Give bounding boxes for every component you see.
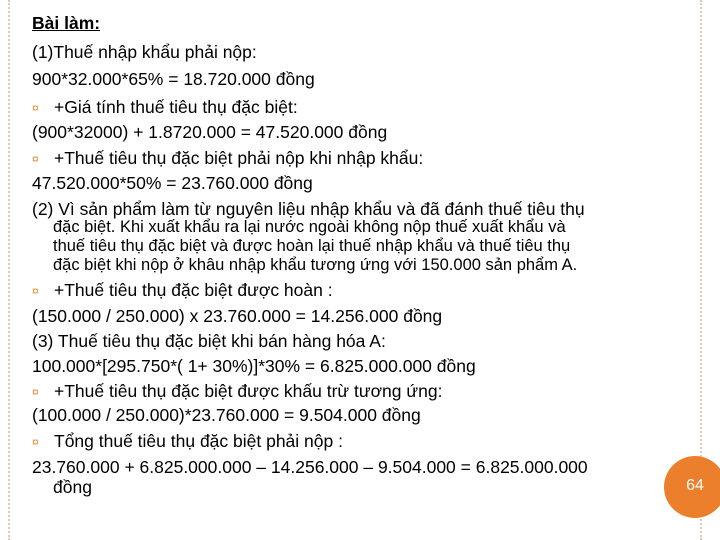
bullet-icon: ¤: [32, 284, 39, 298]
text-line: Tổng thuế tiêu thụ đặc biệt phải nộp :: [54, 431, 343, 451]
text-line: (3) Thuế tiêu thụ đặc biệt khi bán hàng hóa A:: [32, 331, 386, 351]
text-line: 100.000*[295.750*( 1+ 30%)]*30% = 6.825.000.000 đồng: [32, 356, 476, 376]
text-line: +Thuế tiêu thụ đặc biệt được khấu trừ tương ứng:: [54, 381, 443, 401]
left-dotted-border: [8, 0, 10, 540]
text-line: +Thuế tiêu thụ đặc biệt phải nộp khi nhập khẩu:: [54, 148, 424, 168]
bullet-icon: ¤: [32, 385, 39, 399]
text-line: 23.760.000 + 6.825.000.000 – 14.256.000 – 9.504.000 = 6.825.000.000: [32, 457, 588, 477]
text-line: (100.000 / 250.000)*23.760.000 = 9.504.000 đồng: [32, 405, 421, 425]
text-line: (2) Vì sản phẩm làm từ nguyên liệu nhập khẩu và đã đánh thuế tiêu thụ: [32, 199, 585, 219]
text-line: đồng: [53, 477, 92, 497]
text-line: (900*32000) + 1.8720.000 = 47.520.000 đồng: [32, 122, 388, 142]
slide-title: Bài làm:: [32, 13, 101, 33]
bullet-icon: ¤: [32, 152, 39, 166]
text-line: đặc biệt khi nộp ở khâu nhập khẩu tương ứng với 150.000 sản phẩm A.: [53, 256, 578, 274]
text-line: +Thuế tiêu thụ đặc biệt được hoàn :: [54, 280, 333, 300]
bullet-icon: ¤: [32, 101, 39, 115]
bullet-icon: ¤: [32, 435, 39, 449]
text-line: (150.000 / 250.000) x 23.760.000 = 14.256.000 đồng: [32, 306, 443, 326]
text-line: thuế tiêu thụ đặc biệt và được hoàn lại thuế nhập khẩu và thuế tiêu thụ: [53, 237, 571, 255]
text-line: +Giá tính thuế tiêu thụ đặc biệt:: [54, 97, 298, 117]
page-number: 64: [686, 477, 704, 494]
text-line: 900*32.000*65% = 18.720.000 đồng: [32, 69, 315, 89]
text-line: (1)Thuế nhập khẩu phải nộp:: [32, 42, 257, 62]
text-line: 47.520.000*50% = 23.760.000 đồng: [32, 173, 313, 193]
text-line: đặc biệt. Khi xuất khẩu ra lại nước ngoài không nộp thuế xuất khẩu và: [53, 218, 566, 236]
